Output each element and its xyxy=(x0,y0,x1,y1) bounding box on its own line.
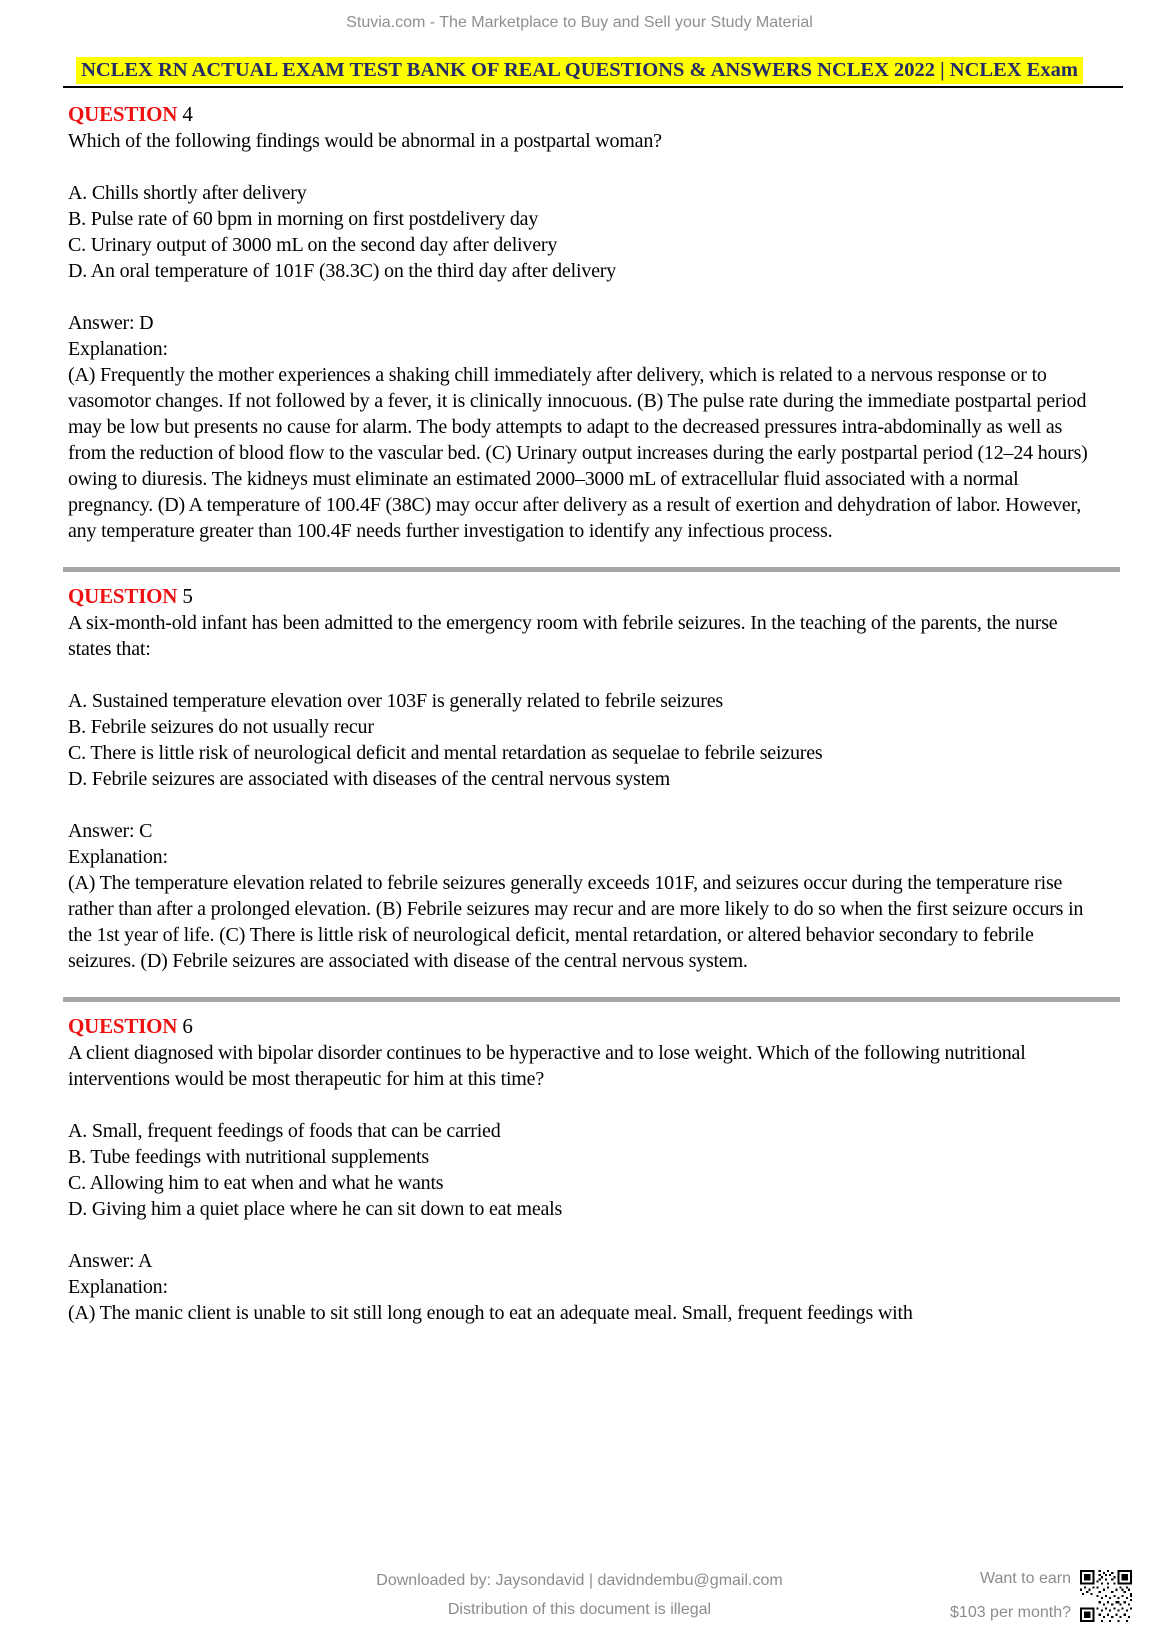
explanation-label: Explanation: xyxy=(68,338,168,360)
document-title: NCLEX RN ACTUAL EXAM TEST BANK OF REAL QUESTIONS & ANSWERS NCLEX 2022 | NCLEX Exam xyxy=(76,57,1083,84)
promo-line1: Want to earn xyxy=(979,1570,1071,1587)
answer-option: D. An oral temperature of 101F (38.3C) on the third day after delivery xyxy=(68,260,617,282)
question-label: QUESTION xyxy=(68,102,178,126)
answer-line: Answer: D xyxy=(68,312,154,334)
answer-options xyxy=(68,1118,1092,1222)
document-title-row xyxy=(0,56,1159,84)
answer-option: C. Urinary output of 3000 mL on the second day after delivery xyxy=(68,234,558,256)
answer-option: D. Febrile seizures are associated with diseases of the central nervous system xyxy=(68,768,670,790)
explanation-text: (A) Frequently the mother experiences a shaking chill immediately after delivery, which is related to a nervous response or to vasomotor changes. If not followed by a fever, it is clinically innocuous. (B) The pulse rate during the immediate postpartal period may be low but presents no cause for alarm. The body attempts to adapt to the decreased pressures intra-abdominally as well as from the reduction of blood flow to the vascular bed. (C) Urinary output increases during the early postpartal period (12–24 hours) owing to diuresis. The kidneys must eliminate an estimated 2000–3000 mL of extracellular fluid associated with a normal pregnancy. (D) A temperature of 100.4F (38C) may occur after delivery as a result of exertion and dehydration of labor. However, any temperature greater than 100.4F needs further investigation to identify any infectious process. xyxy=(68,364,1088,542)
explanation-label: Explanation: xyxy=(68,1276,168,1298)
distribution-warning-text: Distribution of this document is illegal xyxy=(447,1601,712,1618)
answer-line: Answer: C xyxy=(68,820,153,842)
question-block xyxy=(68,567,1092,974)
question-heading xyxy=(68,101,1092,128)
promo-text xyxy=(950,1562,1071,1630)
question-label: QUESTION xyxy=(68,584,178,608)
title-underline xyxy=(63,86,1123,88)
answer-option: B. Febrile seizures do not usually recur xyxy=(68,716,374,738)
qr-code-icon[interactable] xyxy=(1080,1570,1132,1622)
answer-option: D. Giving him a quiet place where he can sit down to eat meals xyxy=(68,1198,563,1220)
question-number: 6 xyxy=(177,1014,193,1038)
answer-option: A. Chills shortly after delivery xyxy=(68,182,307,204)
section-divider xyxy=(63,567,1120,572)
question-heading xyxy=(68,583,1092,610)
answer-option: A. Small, frequent feedings of foods that can be carried xyxy=(68,1120,501,1142)
answer-options xyxy=(68,688,1092,792)
question-label: QUESTION xyxy=(68,1014,178,1038)
answer-option: C. There is little risk of neurological deficit and mental retardation as sequelae to febrile seizures xyxy=(68,742,823,764)
answer-line: Answer: A xyxy=(68,1250,153,1272)
section-divider xyxy=(63,997,1120,1002)
promo-line2: $103 per month? xyxy=(950,1604,1071,1621)
answer-option: B. Tube feedings with nutritional supplements xyxy=(68,1146,429,1168)
question-number: 4 xyxy=(177,102,193,126)
answer-option: A. Sustained temperature elevation over 103F is generally related to febrile seizures xyxy=(68,690,723,712)
questions-container xyxy=(68,101,1092,1326)
explanation-text: (A) The manic client is unable to sit still long enough to eat an adequate meal. Small, frequent feedings with xyxy=(68,1302,913,1324)
question-heading xyxy=(68,1013,1092,1040)
question-number: 5 xyxy=(177,584,193,608)
footer-promo xyxy=(950,1562,1132,1630)
explanation-text: (A) The temperature elevation related to febrile seizures generally exceeds 101F, and seizures occur during the temperature rise rather than after a prolonged elevation. (B) Febrile seizures may recur and are more likely to do so when the first seizure occurs in the 1st year of life. (C) There is little risk of neurological deficit, mental retardation, or altered behavior secondary to febrile seizures. (D) Febrile seizures are associated with disease of the central nervous system. xyxy=(68,872,1084,972)
question-block xyxy=(68,101,1092,544)
answer-option: C. Allowing him to eat when and what he wants xyxy=(68,1172,444,1194)
question-stem: A client diagnosed with bipolar disorder continues to be hyperactive and to lose weight. Which of the following nutritional interventions would be most therapeutic for him at this time? xyxy=(68,1042,1026,1090)
page-footer xyxy=(0,1558,1159,1638)
watermark-text: Stuvia.com - The Marketplace to Buy and Sell your Study Material xyxy=(346,14,813,31)
question-stem: Which of the following findings would be abnormal in a postpartal woman? xyxy=(68,130,662,152)
answer-option: B. Pulse rate of 60 bpm in morning on first postdelivery day xyxy=(68,208,539,230)
downloaded-by-text: Downloaded by: Jaysondavid | davidndembu@gmail.com xyxy=(376,1572,783,1589)
question-block xyxy=(68,997,1092,1326)
question-stem: A six-month-old infant has been admitted to the emergency room with febrile seizures. In the teaching of the parents, the nurse states that: xyxy=(68,612,1058,660)
explanation-label: Explanation: xyxy=(68,846,168,868)
answer-options xyxy=(68,180,1092,284)
